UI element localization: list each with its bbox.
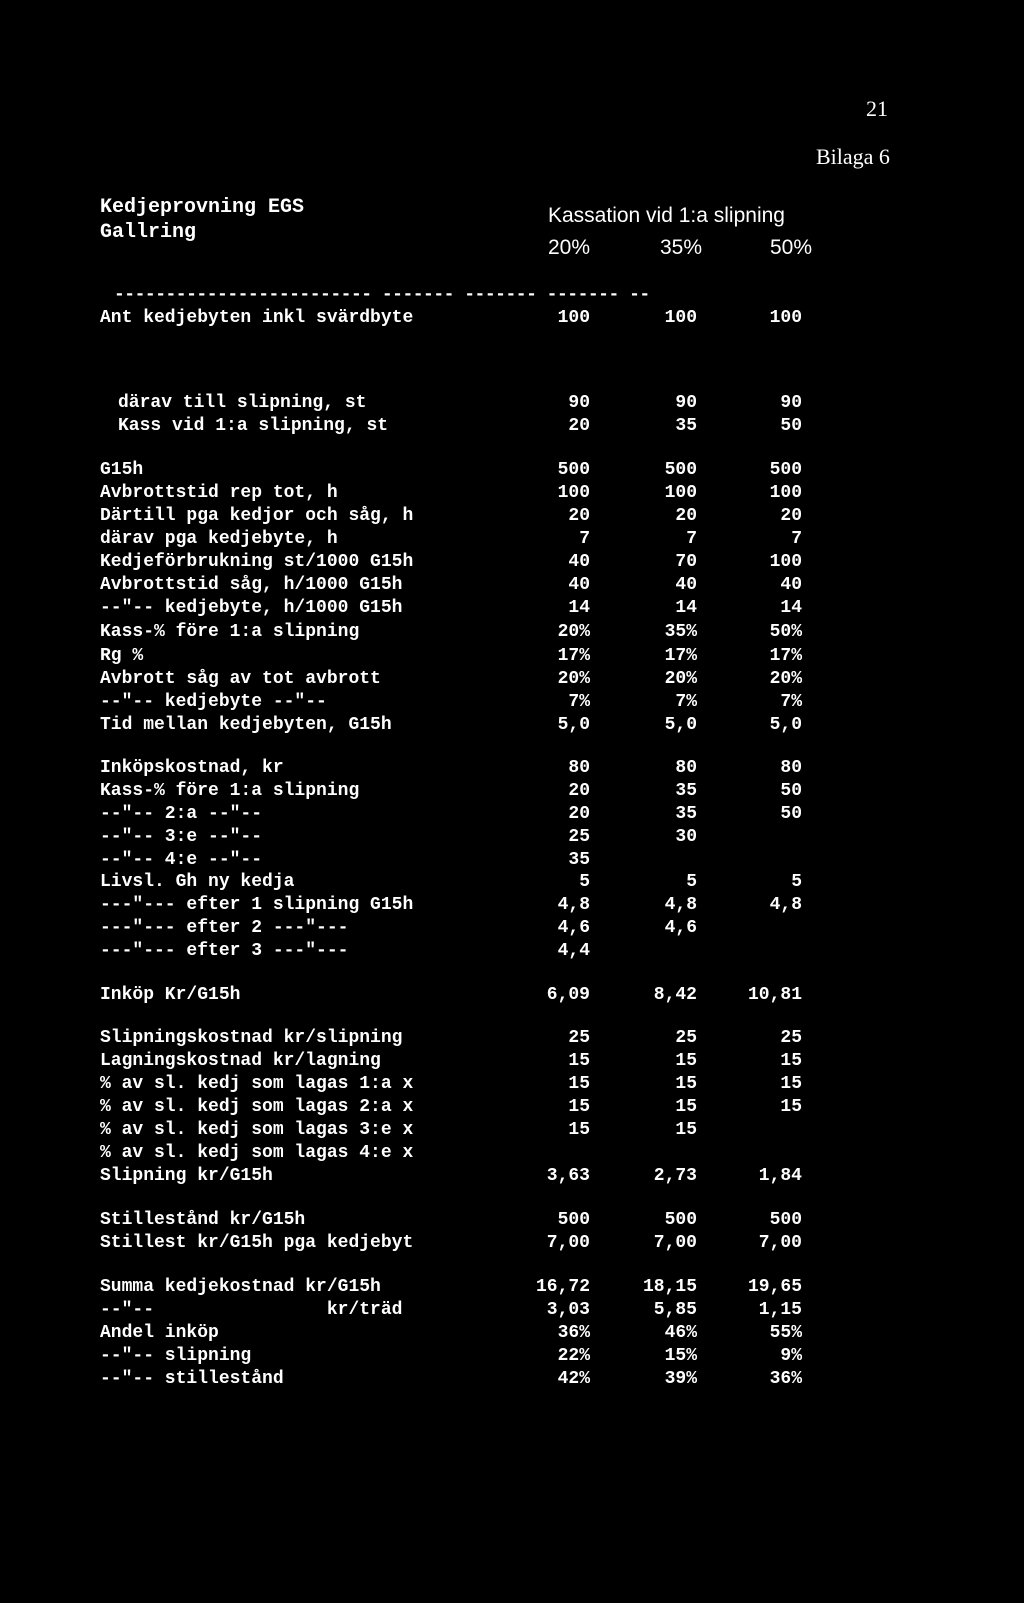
row-value-col1: 500 — [664, 1210, 697, 1230]
row-label: Inköpskostnad, kr — [100, 758, 284, 778]
row-value-col2: 50 — [780, 416, 802, 436]
row-value-col1: 100 — [664, 483, 697, 503]
row-value-col0: 90 — [568, 393, 590, 413]
row-label: Rg % — [100, 646, 144, 666]
row-value-col2 — [692, 1118, 802, 1142]
row-label: Kass-% före 1:a slipning — [100, 781, 360, 801]
row-label: Lagningskostnad kr/lagning — [100, 1051, 381, 1071]
kassation-heading: Kassation vid 1:a slipning — [548, 204, 785, 227]
row-value-col2: 36% — [769, 1369, 802, 1389]
row-value-col0: 14 — [568, 598, 590, 618]
row-label: Inköp Kr/G15h — [100, 985, 241, 1005]
row-value-col0: 20% — [557, 622, 590, 642]
row-label: Andel inköp — [100, 1323, 219, 1343]
row-label: Slipning kr/G15h — [100, 1166, 273, 1186]
row-value-col0: 500 — [557, 460, 590, 480]
row-value-col0: 20 — [568, 506, 590, 526]
row-label: Kass-% före 1:a slipning — [100, 622, 360, 642]
row-value-col1: 35 — [675, 416, 697, 436]
row-value-col0: 20 — [568, 416, 590, 436]
row-label: % av sl. kedj som lagas 1:a x — [100, 1074, 414, 1094]
row-value-col0: 5,0 — [557, 715, 590, 735]
row-value-col2: 10,81 — [747, 985, 802, 1005]
row-value-col0: 4,6 — [557, 918, 590, 938]
row-value-col0: 500 — [557, 1210, 590, 1230]
row-value-col2: 90 — [780, 393, 802, 413]
page-number: 21 — [866, 96, 888, 121]
row-value-col0: 16,72 — [535, 1277, 590, 1297]
row-value-col2 — [692, 1141, 802, 1165]
row-value-col1: 17% — [664, 646, 697, 666]
row-value-col2: 7% — [780, 692, 802, 712]
document-subtitle: Gallring — [100, 221, 197, 244]
row-value-col2: 1,15 — [758, 1300, 802, 1320]
row-label: Stillest kr/G15h pga kedjebyt — [100, 1233, 414, 1253]
row-value-col0: 42% — [557, 1369, 590, 1389]
row-value-col2: 100 — [769, 552, 802, 572]
row-value-col1: 80 — [675, 758, 697, 778]
row-value-col0: 25 — [568, 1028, 590, 1048]
row-value-col1: 15 — [675, 1120, 697, 1140]
row-value-col0: 4,4 — [557, 941, 590, 961]
row-value-col2: 55% — [769, 1323, 802, 1343]
row-label: Stillestånd kr/G15h — [100, 1210, 306, 1230]
appendix-label: Bilaga 6 — [816, 144, 890, 169]
row-value-col0: 40 — [568, 575, 590, 595]
row-value-col1 — [587, 848, 697, 872]
row-value-col2: 19,65 — [747, 1277, 802, 1297]
row-label: --"-- stillestånd — [100, 1369, 284, 1389]
row-label: Slipningskostnad kr/slipning — [100, 1028, 403, 1048]
row-value-col0: 35 — [568, 850, 590, 870]
row-value-col2 — [692, 916, 802, 940]
row-value-col2: 50 — [780, 781, 802, 801]
row-value-col2: 500 — [769, 460, 802, 480]
row-value-col2: 100 — [769, 308, 802, 328]
row-value-col0: 7% — [568, 692, 590, 712]
row-value-col2: 15 — [780, 1097, 802, 1117]
row-value-col0: 80 — [568, 758, 590, 778]
row-label: därav till slipning, st — [118, 393, 367, 413]
row-value-col1: 14 — [675, 598, 697, 618]
row-label: Avbrott såg av tot avbrott — [100, 669, 381, 689]
column-header-35: 35% — [660, 236, 703, 259]
row-value-col1: 15 — [675, 1074, 697, 1094]
row-value-col0: 15 — [568, 1074, 590, 1094]
row-value-col1: 35 — [675, 804, 697, 824]
row-value-col1: 20 — [675, 506, 697, 526]
row-label: --"-- 2:a --"-- — [100, 804, 263, 824]
row-label: --"-- kedjebyte, h/1000 G15h — [100, 598, 403, 618]
row-label: Avbrottstid rep tot, h — [100, 483, 338, 503]
row-label: G15h — [100, 460, 144, 480]
row-value-col2: 7,00 — [758, 1233, 802, 1253]
row-label: Kedjeförbrukning st/1000 G15h — [100, 552, 414, 572]
row-value-col2: 15 — [780, 1051, 802, 1071]
row-value-col2: 17% — [769, 646, 802, 666]
row-value-col1 — [587, 1141, 697, 1165]
row-value-col0: 3,03 — [546, 1300, 590, 1320]
row-value-col1: 20% — [664, 669, 697, 689]
row-value-col2: 80 — [780, 758, 802, 778]
row-value-col2 — [692, 825, 802, 849]
row-value-col1: 5,85 — [653, 1300, 697, 1320]
row-value-col1: 25 — [675, 1028, 697, 1048]
row-label: --"-- kr/träd — [100, 1300, 403, 1320]
row-value-col2: 9% — [780, 1346, 802, 1366]
row-value-col0: 20% — [557, 669, 590, 689]
row-value-col2: 1,84 — [758, 1166, 802, 1186]
row-value-col0: 17% — [557, 646, 590, 666]
row-value-col1: 8,42 — [653, 985, 697, 1005]
row-value-col2: 14 — [780, 598, 802, 618]
document-title: Kedjeprovning EGS — [100, 196, 305, 219]
row-value-col0: 22% — [557, 1346, 590, 1366]
row-value-col1 — [587, 939, 697, 963]
row-value-col0: 5 — [579, 872, 590, 892]
row-value-col1: 500 — [664, 460, 697, 480]
row-label: ---"--- efter 2 ---"--- — [100, 918, 349, 938]
row-value-col0: 7 — [579, 529, 590, 549]
row-value-col2: 20% — [769, 669, 802, 689]
row-value-col1: 35 — [675, 781, 697, 801]
row-value-col2: 5,0 — [769, 715, 802, 735]
row-label: Därtill pga kedjor och såg, h — [100, 506, 414, 526]
row-value-col1: 39% — [664, 1369, 697, 1389]
row-label: --"-- slipning — [100, 1346, 252, 1366]
row-value-col1: 46% — [664, 1323, 697, 1343]
column-header-20: 20% — [548, 236, 591, 259]
row-value-col2: 50 — [780, 804, 802, 824]
row-label: --"-- kedjebyte --"-- — [100, 692, 327, 712]
separator-dashes: ------------------------- ------- ------- ------- -- — [114, 285, 650, 305]
row-value-col1: 4,6 — [664, 918, 697, 938]
row-value-col0: 40 — [568, 552, 590, 572]
row-value-col0: 15 — [568, 1120, 590, 1140]
row-value-col1: 15% — [664, 1346, 697, 1366]
row-value-col2: 25 — [780, 1028, 802, 1048]
row-label: Tid mellan kedjebyten, G15h — [100, 715, 392, 735]
row-label: ---"--- efter 3 ---"--- — [100, 941, 349, 961]
row-value-col0: 3,63 — [546, 1166, 590, 1186]
row-value-col1: 5,0 — [664, 715, 697, 735]
row-label: Ant kedjebyten inkl svärdbyte — [100, 308, 414, 328]
row-label: % av sl. kedj som lagas 3:e x — [100, 1120, 414, 1140]
row-value-col1: 7% — [675, 692, 697, 712]
row-value-col2: 50% — [769, 622, 802, 642]
row-value-col2 — [692, 939, 802, 963]
row-value-col2: 500 — [769, 1210, 802, 1230]
row-value-col1: 15 — [675, 1097, 697, 1117]
row-label: --"-- 4:e --"-- — [100, 850, 263, 870]
row-label: ---"--- efter 1 slipning G15h — [100, 895, 414, 915]
row-value-col1: 15 — [675, 1051, 697, 1071]
row-label: Livsl. Gh ny kedja — [100, 872, 295, 892]
row-value-col1: 100 — [664, 308, 697, 328]
row-value-col2: 7 — [791, 529, 802, 549]
row-value-col1: 30 — [675, 827, 697, 847]
row-value-col0: 15 — [568, 1097, 590, 1117]
row-label: % av sl. kedj som lagas 4:e x — [100, 1143, 414, 1163]
row-label: Kass vid 1:a slipning, st — [118, 416, 389, 436]
row-value-col2: 4,8 — [769, 895, 802, 915]
row-value-col2: 40 — [780, 575, 802, 595]
row-value-col1: 4,8 — [664, 895, 697, 915]
row-value-col0: 100 — [557, 483, 590, 503]
row-value-col0: 15 — [568, 1051, 590, 1071]
row-label: --"-- 3:e --"-- — [100, 827, 263, 847]
row-value-col1: 18,15 — [642, 1277, 697, 1297]
row-value-col2: 5 — [791, 872, 802, 892]
row-value-col1: 90 — [675, 393, 697, 413]
row-value-col1: 5 — [686, 872, 697, 892]
column-header-50: 50% — [770, 236, 813, 259]
row-value-col2: 100 — [769, 483, 802, 503]
row-value-col1: 2,73 — [653, 1166, 697, 1186]
row-value-col0: 20 — [568, 804, 590, 824]
row-label: Avbrottstid såg, h/1000 G15h — [100, 575, 403, 595]
row-value-col1: 40 — [675, 575, 697, 595]
row-label: % av sl. kedj som lagas 2:a x — [100, 1097, 414, 1117]
row-value-col2 — [692, 848, 802, 872]
row-value-col1: 7 — [686, 529, 697, 549]
row-label: Summa kedjekostnad kr/G15h — [100, 1277, 381, 1297]
row-value-col1: 35% — [664, 622, 697, 642]
row-value-col0: 7,00 — [546, 1233, 590, 1253]
row-value-col2: 20 — [780, 506, 802, 526]
row-value-col0: 25 — [568, 827, 590, 847]
row-value-col1: 70 — [675, 552, 697, 572]
row-value-col0: 20 — [568, 781, 590, 801]
row-value-col0: 4,8 — [557, 895, 590, 915]
row-label: därav pga kedjebyte, h — [100, 529, 338, 549]
row-value-col1: 7,00 — [653, 1233, 697, 1253]
row-value-col0 — [480, 1141, 590, 1165]
row-value-col0: 6,09 — [546, 985, 590, 1005]
row-value-col0: 100 — [557, 308, 590, 328]
row-value-col0: 36% — [557, 1323, 590, 1343]
row-value-col2: 15 — [780, 1074, 802, 1094]
